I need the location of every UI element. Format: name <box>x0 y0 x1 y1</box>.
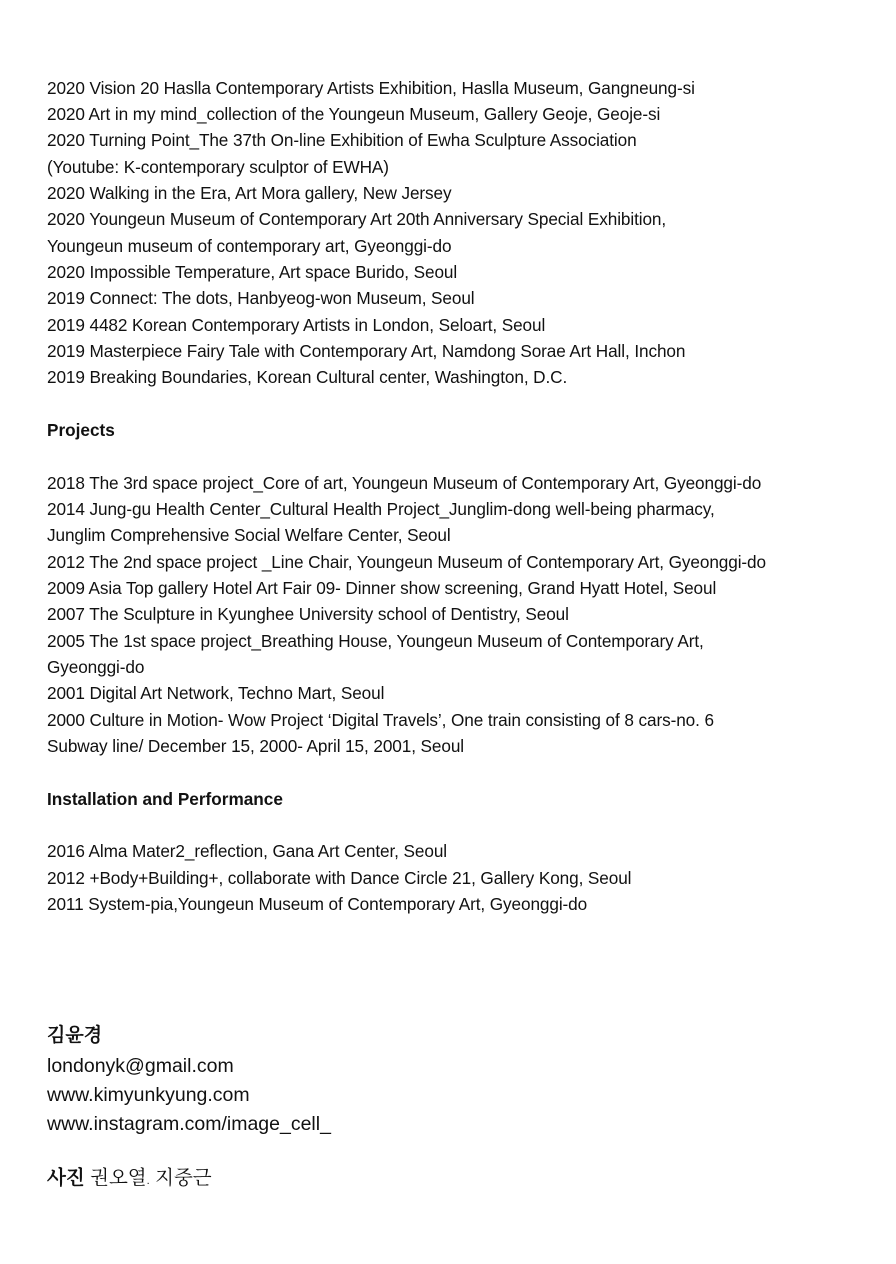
project-line: 2018 The 3rd space project_Core of art, Youngeun Museum of Contemporary Art, Gyeonggi-do <box>47 473 762 493</box>
exhibition-line: 2019 Breaking Boundaries, Korean Cultural center, Washington, D.C. <box>47 367 568 387</box>
exhibition-line: 2020 Youngeun Museum of Contemporary Art 20th Anniversary Special Exhibition, <box>47 209 667 229</box>
exhibition-line: (Youtube: K-contemporary sculptor of EWHA) <box>47 157 389 177</box>
website-link[interactable]: www.kimyunkyung.com <box>47 1084 250 1106</box>
email-link[interactable]: londonyk@gmail.com <box>47 1055 234 1077</box>
project-line: Junglim Comprehensive Social Welfare Center, Seoul <box>47 525 451 545</box>
project-line: 2012 The 2nd space project _Line Chair, Youngeun Museum of Contemporary Art, Gyeonggi-do <box>47 552 766 572</box>
photographer-name: 권오열 <box>90 1167 147 1189</box>
installation-line: 2011 System-pia,Youngeun Museum of Contemporary Art, Gyeonggi-do <box>47 894 588 914</box>
project-line: 2000 Culture in Motion- Wow Project ‘Digital Travels’, One train consisting of 8 cars-no. 6 <box>47 710 714 730</box>
artist-name: 김윤경 <box>47 1025 103 1046</box>
exhibition-line: 2019 Connect: The dots, Hanbyeog-won Museum, Seoul <box>47 288 475 308</box>
project-line: 2001 Digital Art Network, Techno Mart, Seoul <box>47 683 385 703</box>
exhibition-line: 2020 Walking in the Era, Art Mora gallery, New Jersey <box>47 183 452 203</box>
installation-line: 2016 Alma Mater2_reflection, Gana Art Center, Seoul <box>47 841 447 861</box>
project-line: 2014 Jung-gu Health Center_Cultural Health Project_Junglim-dong well-being pharmacy, <box>47 499 715 519</box>
project-line: 2007 The Sculpture in Kyunghee University school of Dentistry, Seoul <box>47 604 569 624</box>
photo-credit-label: 사진 <box>47 1167 85 1189</box>
exhibition-line: 2019 Masterpiece Fairy Tale with Contemporary Art, Namdong Sorae Art Hall, Inchon <box>47 341 686 361</box>
exhibition-line: 2020 Vision 20 Haslla Contemporary Artists Exhibition, Haslla Museum, Gangneung-si <box>47 78 695 98</box>
photo-credit <box>47 1167 212 1192</box>
installation-line: 2012 +Body+Building+, collaborate with Dance Circle 21, Gallery Kong, Seoul <box>47 868 632 888</box>
project-line: 2009 Asia Top gallery Hotel Art Fair 09- Dinner show screening, Grand Hyatt Hotel, Seoul <box>47 578 717 598</box>
exhibition-line: Youngeun museum of contemporary art, Gyeonggi-do <box>47 236 452 256</box>
section-heading-projects: Projects <box>47 420 115 440</box>
project-line: Subway line/ December 15, 2000- April 15, 2001, Seoul <box>47 736 465 756</box>
exhibition-line: 2019 4482 Korean Contemporary Artists in London, Seloart, Seoul <box>47 315 546 335</box>
exhibition-line: 2020 Turning Point_The 37th On-line Exhibition of Ewha Sculpture Association <box>47 130 637 150</box>
exhibition-line: 2020 Art in my mind_collection of the Youngeun Museum, Gallery Geoje, Geoje-si <box>47 104 661 124</box>
project-line: 2005 The 1st space project_Breathing House, Youngeun Museum of Contemporary Art, <box>47 631 704 651</box>
instagram-link[interactable]: www.instagram.com/image_cell_ <box>47 1113 331 1135</box>
project-line: Gyeonggi-do <box>47 657 145 677</box>
photo-credit-separator: . <box>146 1175 150 1187</box>
photographer-name: 지중근 <box>155 1167 212 1189</box>
exhibition-line: 2020 Impossible Temperature, Art space Burido, Seoul <box>47 262 458 282</box>
section-heading-installation: Installation and Performance <box>47 789 283 809</box>
